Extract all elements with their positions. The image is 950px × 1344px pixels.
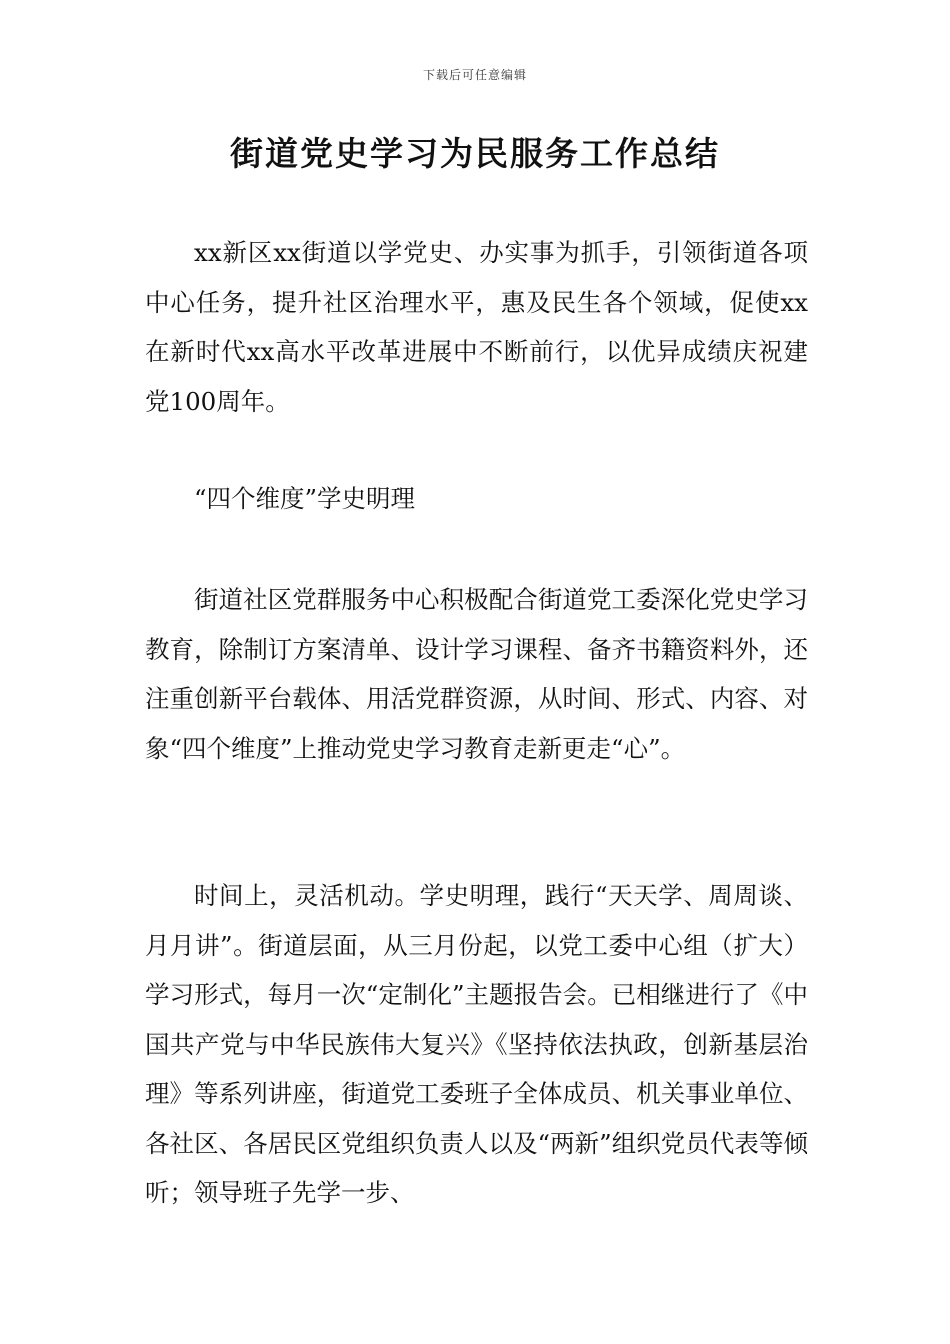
section-heading: “四个维度”学史明理 — [194, 484, 416, 513]
document-title: 街道党史学习为民服务工作总结 — [230, 134, 720, 173]
body-paragraph: 街道社区党群服务中心积极配合街道党工委深化党史学习教育，除制订方案清单、设计学习课程、备齐书籍资料外，还注重创新平台载体、用活党群资源，从时间、形式、内容、对象“四个维度”上推动党史学习教育走新更走“心”。 — [145, 585, 808, 763]
intro-paragraph: xx新区xx街道以学党史、办实事为抓手，引领街道各项中心任务，提升社区治理水平，惠及民生各个领域，促使xx在新时代xx高水平改革进展中不断前行，以优异成绩庆祝建党100周年。 — [145, 238, 808, 416]
body-paragraph: 时间上，灵活机动。学史明理，践行“天天学、周周谈、月月讲”。街道层面，从三月份起，以党工委中心组（扩大）学习形式，每月一次“定制化”主题报告会。已相继进行了《中国共产党与中华民族伟大复兴》《坚持依法执政，创新基层治理》等系列讲座，街道党工委班子全体成员、机关事业单位、各社区、各居民区党组织负责人以及“两新”组织党员代表等倾听；领导班子先学一步、 — [145, 881, 808, 1207]
page-header-note: 下载后可任意编辑 — [422, 68, 527, 82]
